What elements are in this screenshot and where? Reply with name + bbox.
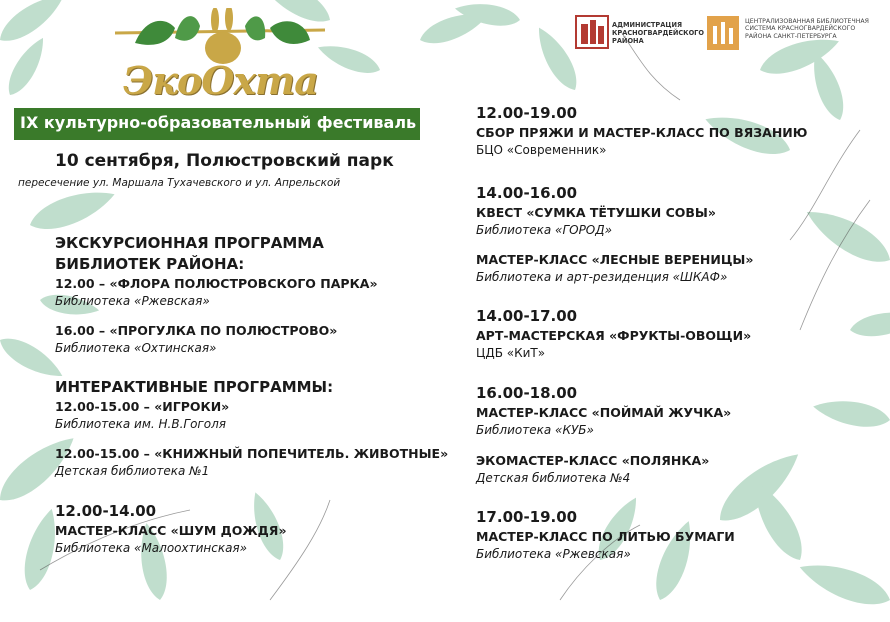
event-address: пересечение ул. Маршала Тухачевского и ул. Апрельской <box>18 177 341 189</box>
interactive-2-place: Детская библиотека №1 <box>55 464 210 478</box>
event-r1-time: 12.00-19.00 <box>476 104 578 122</box>
event-r1-place: БЦО «Современник» <box>476 143 607 157</box>
event-r7-title: МАСТЕР-КЛАСС ПО ЛИТЬЮ БУМАГИ <box>476 529 735 544</box>
festival-banner <box>14 108 420 140</box>
event-r7-place: Библиотека «Ржевская» <box>476 547 631 561</box>
event-r3-place: Библиотека и арт-резиденция «ШКАФ» <box>476 270 728 284</box>
library-system-logo <box>705 14 875 54</box>
masterclass-rain-time: 12.00-14.00 <box>55 502 157 520</box>
administration-logo <box>575 14 703 54</box>
interactive-section-title: ИНТЕРАКТИВНЫЕ ПРОГРАММЫ: <box>55 378 334 396</box>
excursion-section-title-1: ЭКСКУРСИОННАЯ ПРОГРАММА <box>55 234 324 252</box>
excursion-1-place: Библиотека «Ржевская» <box>55 294 210 308</box>
administration-name: АДМИНИСТРАЦИЯ КРАСНОГВАРДЕЙСКОГО РАЙОНА <box>612 21 704 45</box>
event-r2-time: 14.00-16.00 <box>476 184 578 202</box>
event-r5-title: МАСТЕР-КЛАСС «ПОЙМАЙ ЖУЧКА» <box>476 405 732 420</box>
masterclass-rain-title: МАСТЕР-КЛАСС «ШУМ ДОЖДЯ» <box>55 523 287 538</box>
event-r6-title: ЭКОМАСТЕР-КЛАСС «ПОЛЯНКА» <box>476 453 710 468</box>
interactive-2-title: 12.00-15.00 – «КНИЖНЫЙ ПОПЕЧИТЕЛЬ. ЖИВОТНЫЕ» <box>55 446 449 461</box>
festival-banner-text: IX культурно-образовательный фестиваль <box>20 113 417 132</box>
event-r2-place: Библиотека «ГОРОД» <box>476 223 613 237</box>
event-r1-title: СБОР ПРЯЖИ И МАСТЕР-КЛАСС ПО ВЯЗАНИЮ <box>476 125 808 140</box>
event-r6-place: Детская библиотека №4 <box>476 471 631 485</box>
masterclass-rain-place: Библиотека «Малоохтинская» <box>55 541 248 555</box>
event-r4-place: ЦДБ «КиТ» <box>476 346 546 360</box>
festival-logo <box>105 8 335 103</box>
interactive-1-title: 12.00-15.00 – «ИГРОКИ» <box>55 399 230 414</box>
excursion-section-title-2: БИБЛИОТЕК РАЙОНА: <box>55 255 245 273</box>
event-r5-time: 16.00-18.00 <box>476 384 578 402</box>
event-r4-title: АРТ-МАСТЕРСКАЯ «ФРУКТЫ-ОВОЩИ» <box>476 328 752 343</box>
event-r7-time: 17.00-19.00 <box>476 508 578 526</box>
library-system-name: ЦЕНТРАЛИЗОВАННАЯ БИБЛИОТЕЧНАЯ СИСТЕМА КРАСНОГВАРДЕЙСКОГО РАЙОНА САНКТ-ПЕТЕРБУРГА <box>745 18 869 40</box>
excursion-1-title: 12.00 – «ФЛОРА ПОЛЮСТРОВСКОГО ПАРКА» <box>55 276 378 291</box>
event-r5-place: Библиотека «КУБ» <box>476 423 594 437</box>
excursion-2-title: 16.00 – «ПРОГУЛКА ПО ПОЛЮСТРОВО» <box>55 323 338 338</box>
excursion-2-place: Библиотека «Охтинская» <box>55 341 217 355</box>
event-r4-time: 14.00-17.00 <box>476 307 578 325</box>
event-r3-title: МАСТЕР-КЛАСС «ЛЕСНЫЕ ВЕРЕНИЦЫ» <box>476 252 754 267</box>
event-date-place: 10 сентября, Полюстровский парк <box>55 151 394 171</box>
event-r2-title: КВЕСТ «СУМКА ТЁТУШКИ СОВЫ» <box>476 205 716 220</box>
library-emblem-icon <box>705 14 741 52</box>
interactive-1-place: Библиотека им. Н.В.Гоголя <box>55 417 226 431</box>
administration-emblem-icon <box>575 14 609 50</box>
logo-wordmark: ЭкоОхта <box>123 58 318 103</box>
